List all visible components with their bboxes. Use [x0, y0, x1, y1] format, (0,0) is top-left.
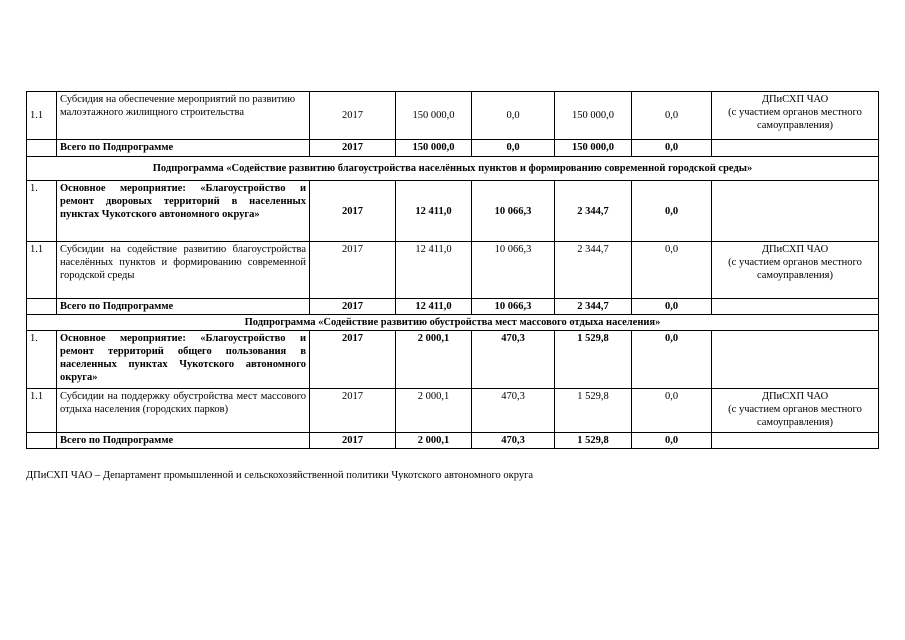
row-year: 2017	[310, 92, 396, 140]
row-local: 0,0	[632, 331, 712, 389]
table-row	[27, 242, 879, 299]
table-row	[27, 433, 879, 449]
row-local: 0,0	[632, 242, 712, 299]
row-okrug: 1 529,8	[555, 389, 632, 433]
row-year: 2017	[310, 299, 396, 315]
row-year: 2017	[310, 433, 396, 449]
row-local: 0,0	[632, 389, 712, 433]
table-row	[27, 331, 879, 389]
row-total: 150 000,0	[396, 140, 472, 157]
row-local: 0,0	[632, 181, 712, 242]
row-number: 1.1	[27, 242, 57, 299]
row-local: 0,0	[632, 433, 712, 449]
table-row	[27, 140, 879, 157]
row-number	[27, 140, 57, 157]
footnote: ДПиСХП ЧАО – Департамент промышленной и сельскохозяйственной политики Чукотского автономного округа	[26, 470, 534, 481]
row-executor: ДПиСХП ЧАО (с участием органов местного самоуправления)	[712, 242, 879, 299]
row-number: 1.	[27, 331, 57, 389]
row-local: 0,0	[632, 92, 712, 140]
row-executor	[712, 181, 879, 242]
section-title: Подпрограмма «Содействие развитию обустройства мест массового отдыха населения»	[27, 315, 879, 331]
row-local: 0,0	[632, 140, 712, 157]
row-executor: ДПиСХП ЧАО (с участием органов местного самоуправления)	[712, 389, 879, 433]
row-federal: 470,3	[472, 389, 555, 433]
section-title: Подпрограмма «Содействие развитию благоустройства населённых пунктов и формированию современной городской среды»	[27, 157, 879, 181]
row-name: Основное мероприятие: «Благоустройство и ремонт дворовых территорий в населенных пунктах Чукотского автономного округа»	[57, 181, 310, 242]
row-name: Субсидия на обеспечение мероприятий по развитию малоэтажного жилищного строительства	[57, 92, 310, 140]
row-number: 1.	[27, 181, 57, 242]
table-row	[27, 92, 879, 140]
row-total: 12 411,0	[396, 299, 472, 315]
row-number	[27, 433, 57, 449]
row-number: 1.1	[27, 92, 57, 140]
row-total: 2 000,1	[396, 389, 472, 433]
row-year: 2017	[310, 181, 396, 242]
row-federal: 0,0	[472, 92, 555, 140]
row-federal: 470,3	[472, 331, 555, 389]
row-name: Субсидии на содействие развитию благоустройства населённых пунктов и формированию современной городской среды	[57, 242, 310, 299]
row-total: 12 411,0	[396, 181, 472, 242]
table-row	[27, 389, 879, 433]
row-federal: 10 066,3	[472, 242, 555, 299]
budget-table	[26, 91, 879, 449]
row-executor	[712, 331, 879, 389]
row-federal: 470,3	[472, 433, 555, 449]
row-number: 1.1	[27, 389, 57, 433]
row-executor	[712, 433, 879, 449]
row-name: Всего по Подпрограмме	[57, 433, 310, 449]
row-total: 2 000,1	[396, 433, 472, 449]
row-local: 0,0	[632, 299, 712, 315]
row-okrug: 2 344,7	[555, 299, 632, 315]
row-okrug: 1 529,8	[555, 331, 632, 389]
table-row	[27, 299, 879, 315]
section-row	[27, 157, 879, 181]
row-okrug: 2 344,7	[555, 181, 632, 242]
row-okrug: 150 000,0	[555, 92, 632, 140]
row-executor	[712, 140, 879, 157]
row-okrug: 1 529,8	[555, 433, 632, 449]
row-name: Всего по Подпрограмме	[57, 299, 310, 315]
row-year: 2017	[310, 242, 396, 299]
row-executor: ДПиСХП ЧАО (с участием органов местного самоуправления)	[712, 92, 879, 140]
table-row	[27, 181, 879, 242]
row-federal: 0,0	[472, 140, 555, 157]
row-executor	[712, 299, 879, 315]
row-total: 150 000,0	[396, 92, 472, 140]
row-total: 12 411,0	[396, 242, 472, 299]
row-federal: 10 066,3	[472, 181, 555, 242]
row-name: Субсидии на поддержку обустройства мест массового отдыха населения (городских парков)	[57, 389, 310, 433]
row-name: Основное мероприятие: «Благоустройство и ремонт территорий общего пользования в населенных пунктах Чукотского автономного округа»	[57, 331, 310, 389]
row-year: 2017	[310, 140, 396, 157]
row-year: 2017	[310, 389, 396, 433]
row-federal: 10 066,3	[472, 299, 555, 315]
row-year: 2017	[310, 331, 396, 389]
section-row	[27, 315, 879, 331]
row-number	[27, 299, 57, 315]
row-name: Всего по Подпрограмме	[57, 140, 310, 157]
row-total: 2 000,1	[396, 331, 472, 389]
row-okrug: 2 344,7	[555, 242, 632, 299]
row-okrug: 150 000,0	[555, 140, 632, 157]
